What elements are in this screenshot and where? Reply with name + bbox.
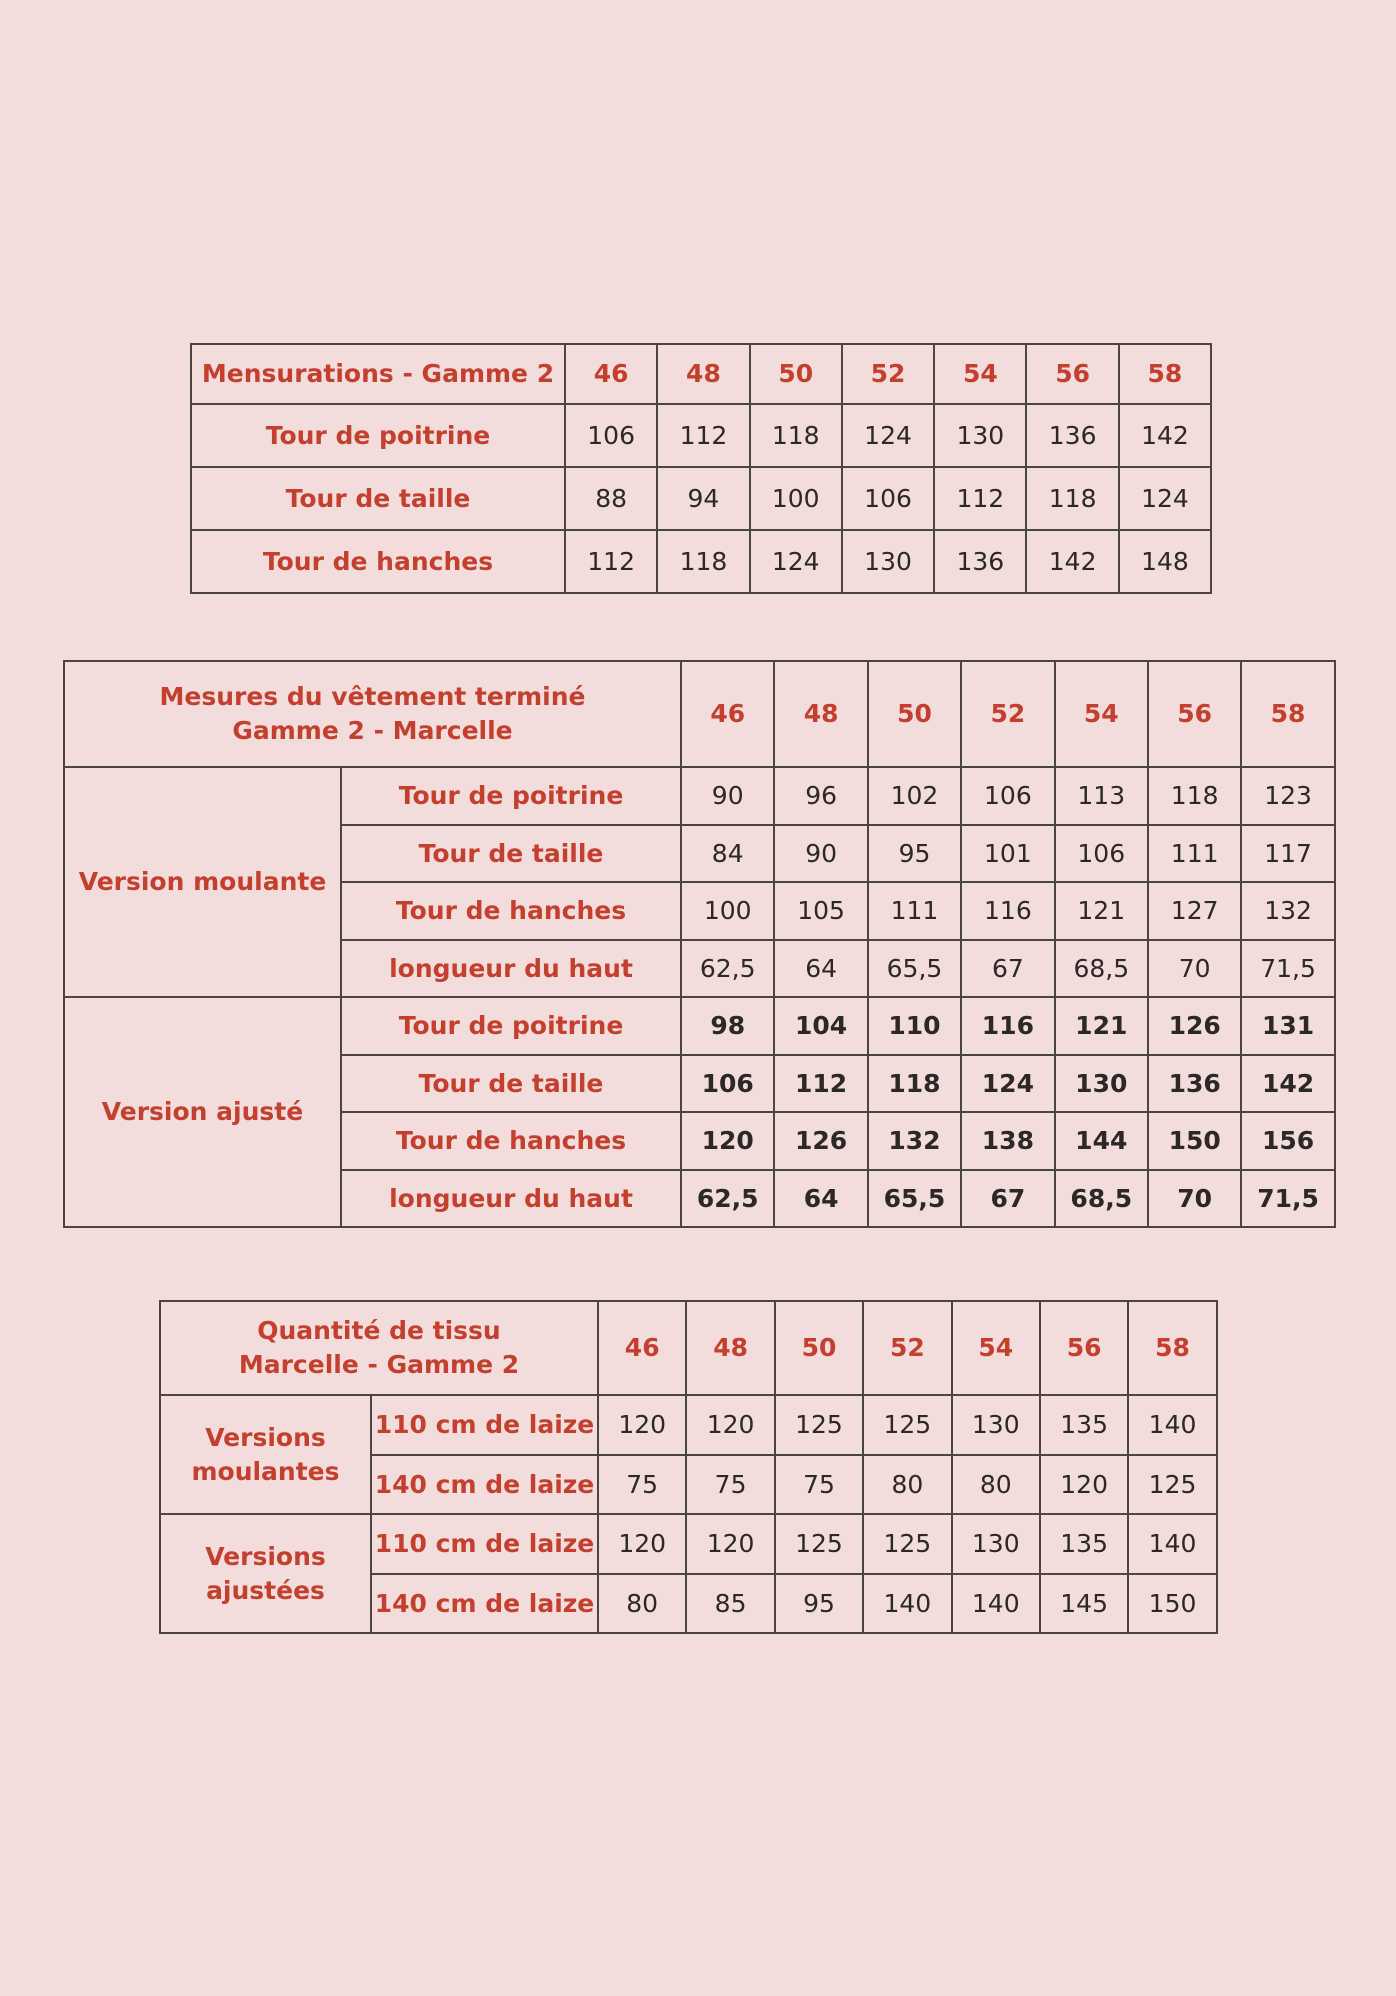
row-label: Tour de taille [191,467,565,530]
value-cell: 106 [1055,825,1148,883]
value-cell: 125 [863,1395,951,1455]
table-row [64,661,1335,767]
value-cell: 113 [1055,767,1148,825]
value-cell: 75 [775,1455,863,1515]
value-cell: 112 [774,1055,867,1113]
value-cell: 127 [1148,882,1241,940]
size-header-52: 52 [961,661,1054,767]
value-cell: 130 [934,404,1026,467]
value-cell: 150 [1128,1574,1216,1634]
table2-title-line2: Gamme 2 - Marcelle [232,716,513,745]
table-row [191,467,1211,530]
value-cell: 125 [775,1514,863,1574]
value-cell: 120 [598,1395,686,1455]
value-cell: 121 [1055,997,1148,1055]
value-cell: 111 [868,882,961,940]
value-cell: 96 [774,767,867,825]
table3-title-line1: Quantité de tissu [257,1316,501,1346]
value-cell: 65,5 [868,940,961,998]
value-cell: 80 [598,1574,686,1634]
value-cell: 148 [1119,530,1211,593]
row-label: Tour de poitrine [341,767,681,825]
value-cell: 106 [842,467,934,530]
size-header-54: 54 [952,1301,1040,1395]
value-cell: 124 [961,1055,1054,1113]
value-cell: 80 [863,1455,951,1515]
size-header-48: 48 [774,661,867,767]
size-header-46: 46 [681,661,774,767]
value-cell: 106 [961,767,1054,825]
value-cell: 124 [842,404,934,467]
value-cell: 120 [1040,1455,1128,1515]
table-row [160,1395,1217,1455]
section-label-line1: Versions [205,1541,326,1571]
size-header-52: 52 [863,1301,951,1395]
value-cell: 64 [774,940,867,998]
value-cell: 130 [952,1395,1040,1455]
value-cell: 111 [1148,825,1241,883]
value-cell: 68,5 [1055,940,1148,998]
value-cell: 135 [1040,1395,1128,1455]
table-row [191,530,1211,593]
value-cell: 117 [1241,825,1334,883]
size-header-46: 46 [565,344,657,404]
section-label-versions-ajustees [160,1514,371,1633]
size-header-50: 50 [750,344,842,404]
value-cell: 105 [774,882,867,940]
body-measurements-table [190,343,1212,594]
value-cell: 75 [686,1455,774,1515]
value-cell: 135 [1040,1514,1128,1574]
value-cell: 126 [1148,997,1241,1055]
value-cell: 94 [657,467,749,530]
value-cell: 62,5 [681,1170,774,1228]
value-cell: 150 [1148,1112,1241,1170]
value-cell: 118 [1026,467,1118,530]
section-label-version-moulante: Version moulante [64,767,341,997]
value-cell: 101 [961,825,1054,883]
value-cell: 90 [774,825,867,883]
row-label: Tour de hanches [341,1112,681,1170]
value-cell: 75 [598,1455,686,1515]
value-cell: 106 [681,1055,774,1113]
value-cell: 112 [657,404,749,467]
value-cell: 116 [961,997,1054,1055]
size-header-58: 58 [1241,661,1334,767]
row-label: 110 cm de laize [371,1514,598,1574]
row-label: Tour de taille [341,1055,681,1113]
value-cell: 142 [1119,404,1211,467]
size-header-52: 52 [842,344,934,404]
value-cell: 106 [565,404,657,467]
value-cell: 102 [868,767,961,825]
value-cell: 71,5 [1241,1170,1334,1228]
table3-title [160,1301,598,1395]
fabric-quantity-table [159,1300,1218,1634]
value-cell: 98 [681,997,774,1055]
value-cell: 124 [1119,467,1211,530]
value-cell: 80 [952,1455,1040,1515]
value-cell: 67 [961,1170,1054,1228]
size-header-50: 50 [868,661,961,767]
value-cell: 100 [750,467,842,530]
value-cell: 67 [961,940,1054,998]
table-row [191,404,1211,467]
section-label-line2: ajustées [206,1575,325,1605]
value-cell: 112 [565,530,657,593]
section-label-line1: Versions [205,1422,326,1452]
value-cell: 142 [1241,1055,1334,1113]
size-header-56: 56 [1040,1301,1128,1395]
value-cell: 138 [961,1112,1054,1170]
table-row [64,767,1335,825]
row-label: longueur du haut [341,940,681,998]
value-cell: 124 [750,530,842,593]
value-cell: 85 [686,1574,774,1634]
value-cell: 136 [1148,1055,1241,1113]
value-cell: 136 [1026,404,1118,467]
value-cell: 65,5 [868,1170,961,1228]
size-header-56: 56 [1026,344,1118,404]
value-cell: 140 [1128,1395,1216,1455]
value-cell: 120 [686,1514,774,1574]
row-label: Tour de poitrine [341,997,681,1055]
row-label: Tour de poitrine [191,404,565,467]
value-cell: 125 [863,1514,951,1574]
table-row [160,1301,1217,1395]
value-cell: 116 [961,882,1054,940]
row-label: Tour de taille [341,825,681,883]
section-label-line2: moulantes [191,1456,340,1486]
value-cell: 132 [1241,882,1334,940]
size-header-54: 54 [934,344,1026,404]
size-header-48: 48 [686,1301,774,1395]
size-header-48: 48 [657,344,749,404]
value-cell: 120 [598,1514,686,1574]
value-cell: 130 [952,1514,1040,1574]
size-header-54: 54 [1055,661,1148,767]
section-label-versions-moulantes [160,1395,371,1514]
value-cell: 125 [775,1395,863,1455]
value-cell: 131 [1241,997,1334,1055]
value-cell: 84 [681,825,774,883]
value-cell: 62,5 [681,940,774,998]
value-cell: 136 [934,530,1026,593]
value-cell: 118 [1148,767,1241,825]
table3-title-line2: Marcelle - Gamme 2 [238,1350,520,1379]
value-cell: 70 [1148,1170,1241,1228]
value-cell: 125 [1128,1455,1216,1515]
row-label: 140 cm de laize [371,1574,598,1634]
value-cell: 130 [1055,1055,1148,1113]
value-cell: 64 [774,1170,867,1228]
value-cell: 156 [1241,1112,1334,1170]
table-row [191,344,1211,404]
value-cell: 121 [1055,882,1148,940]
row-label: 110 cm de laize [371,1395,598,1455]
value-cell: 140 [952,1574,1040,1634]
value-cell: 110 [868,997,961,1055]
size-header-58: 58 [1119,344,1211,404]
value-cell: 95 [775,1574,863,1634]
value-cell: 95 [868,825,961,883]
table-row [160,1514,1217,1574]
row-label: Tour de hanches [191,530,565,593]
value-cell: 144 [1055,1112,1148,1170]
value-cell: 88 [565,467,657,530]
value-cell: 100 [681,882,774,940]
size-header-56: 56 [1148,661,1241,767]
value-cell: 145 [1040,1574,1128,1634]
row-label: longueur du haut [341,1170,681,1228]
value-cell: 123 [1241,767,1334,825]
value-cell: 118 [750,404,842,467]
value-cell: 90 [681,767,774,825]
size-header-58: 58 [1128,1301,1216,1395]
row-label: 140 cm de laize [371,1455,598,1515]
value-cell: 118 [657,530,749,593]
value-cell: 132 [868,1112,961,1170]
value-cell: 112 [934,467,1026,530]
value-cell: 126 [774,1112,867,1170]
table1-title: Mensurations - Gamme 2 [191,344,565,404]
table2-title [64,661,681,767]
finished-garment-measurements-table [63,660,1336,1228]
value-cell: 104 [774,997,867,1055]
value-cell: 130 [842,530,934,593]
value-cell: 120 [681,1112,774,1170]
section-label-version-ajuste: Version ajusté [64,997,341,1227]
row-label: Tour de hanches [341,882,681,940]
value-cell: 140 [863,1574,951,1634]
value-cell: 140 [1128,1514,1216,1574]
value-cell: 68,5 [1055,1170,1148,1228]
value-cell: 142 [1026,530,1118,593]
value-cell: 71,5 [1241,940,1334,998]
value-cell: 70 [1148,940,1241,998]
value-cell: 120 [686,1395,774,1455]
table2-title-line1: Mesures du vêtement terminé [159,682,586,712]
value-cell: 118 [868,1055,961,1113]
table-row [64,997,1335,1055]
size-header-50: 50 [775,1301,863,1395]
size-header-46: 46 [598,1301,686,1395]
